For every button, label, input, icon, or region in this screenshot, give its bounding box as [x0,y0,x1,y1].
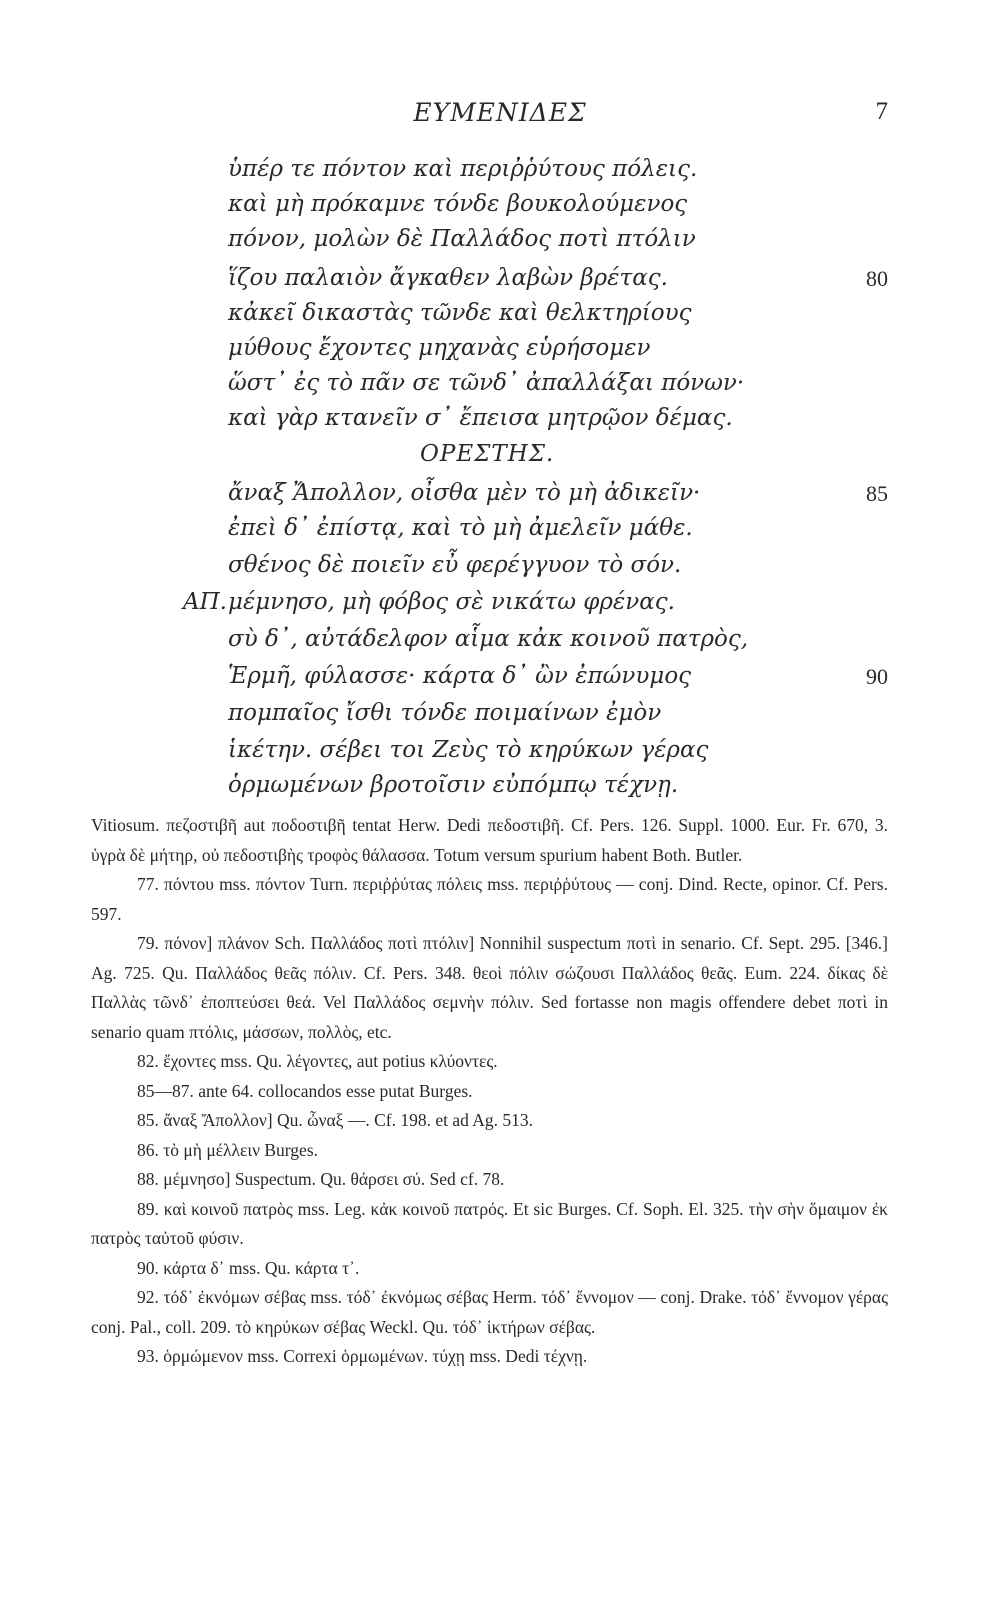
verse-line [0,222,1000,257]
verse-text: πόνον, μολὼν δὲ Παλλάδος ποτὶ πτόλιν [228,226,696,252]
verse-text: ἄναξ Ἄπολλον, οἶσθα μὲν τὸ μὴ ἀδικεῖν· [228,480,701,506]
verse-line [0,401,1000,436]
verse-text: μέμνησο, μὴ φόβος σὲ νικάτω φρένας. [228,589,675,615]
note: 85—87. ante 64. collocandos esse putat Burges. [137,1080,473,1101]
verse-line [0,187,1000,222]
verse-text: πομπαῖος ἴσθι τόνδε ποιμαίνων ἐμὸν [228,700,662,726]
note: Vitiosum. πεζοστιβῆ aut ποδοστιβῆ tentat Herw. Dedi πεδοστιβῆ. Cf. Pers. 126. Suppl. 1000. Eur. Fr. 670, 3. ὑγρὰ δὲ μήτηρ, οὐ πεδοστιβὴς τροφὸς θάλασσα. Totum versum spurium habent Both. Butler. [91,815,888,865]
note: 89. καὶ κοινοῦ πατρὸς mss. Leg. κἀκ κοινοῦ πατρός. Et sic Burges. Cf. Soph. El. 325. τὴν σὴν ὅμαιμον ἐκ πατρὸς ταὐτοῦ φύσιν. [91,1198,888,1248]
verse-line [0,296,1000,331]
verse-text: ὑπέρ τε πόντον καὶ περιῤῥύτους πόλεις. [228,156,698,182]
verse-line [0,331,1000,366]
verse-text: σθένος δὲ ποιεῖν εὖ φερέγγυον τὸ σόν. [228,552,682,578]
line-number: 85 [866,481,888,506]
verse-line [0,476,1000,511]
note: 82. ἔχοντες mss. Qu. λέγοντες, aut potius κλύοντες. [137,1051,498,1071]
verse-line [0,659,1000,694]
verse-text: ὁρμωμένων βροτοῖσιν εὐπόμπῳ τέχνῃ. [228,772,679,798]
verse-line [0,366,1000,401]
note: 90. κάρτα δ᾽ mss. Qu. κάρτα τ᾽. [137,1257,360,1278]
verse-line [0,733,1000,768]
note: 92. τόδ᾽ ἐκνόμων σέβας mss. τόδ᾽ ἐκνόμως σέβας Herm. τόδ᾽ ἔννομον — conj. Drake. τόδ᾽ ἔννομον γέρας conj. Pal., coll. 209. τὸ κηρύκων σέβας Weckl. Qu. τόδ᾽ ἱκτήρων σέβας. [91,1287,888,1337]
note: 88. μέμνησο] Suspectum. Qu. θάρσει σύ. Sed cf. 78. [137,1169,505,1189]
line-number: 80 [866,266,888,291]
verse-text: Ἑρμῆ, φύλασσε· κάρτα δ᾽ ὢν ἐπώνυμος [228,663,692,689]
verse-text: σὺ δ᾽, αὐτάδελφον αἷμα κἀκ κοινοῦ πατρὸς, [228,626,749,652]
line-number: 90 [866,664,888,689]
verse-text: ἱκέτην. σέβει τοι Ζεὺς τὸ κηρύκων γέρας [228,737,709,763]
verse-text: μύθους ἔχοντες μηχανὰς εὑρήσομεν [228,335,651,361]
verse-line [0,768,1000,803]
verse-line [0,261,1000,296]
page-number: 7 [875,98,888,125]
verse-text: κἀκεῖ δικαστὰς τῶνδε καὶ θελκτηρίους [228,300,692,326]
speaker-heading: ΟΡΕΣΤΗΣ. [420,441,555,467]
note: 85. ἄναξ Ἄπολλον] Qu. ὦναξ —. Cf. 198. et ad Ag. 513. [137,1110,534,1130]
verse-line [0,511,1000,546]
verse-text: καὶ γὰρ κτανεῖν σ᾽ ἔπεισα μητρῷον δέμας. [228,405,733,431]
speaker-label: ΑΠ. [183,589,227,615]
critical-notes [91,811,888,1372]
running-title: ΕΥΜΕΝΙΔΕΣ [413,98,587,127]
verse-line [0,548,1000,583]
verse-text: καὶ μὴ πρόκαμνε τόνδε βουκολούμενος [228,191,688,217]
note: 86. τὸ μὴ μέλλειν Burges. [137,1139,318,1160]
verse-line [0,622,1000,657]
verse-text: ἐπεὶ δ᾽ ἐπίστᾳ, καὶ τὸ μὴ ἀμελεῖν μάθε. [228,515,693,541]
verse-line [0,152,1000,187]
verse-line [0,585,1000,620]
note: 77. πόντου mss. πόντον Turn. περιῤῥύτας πόλεις mss. περιῤῥύτους — conj. Dind. Recte, opinor. Cf. Pers. 597. [91,874,888,924]
note: 79. πόνον] πλάνον Sch. Παλλάδος ποτὶ πτόλιν] Nonnihil suspectum ποτὶ in senario. Cf. Sept. 295. [346.] Ag. 725. Qu. Παλλάδος θεᾶς πόλιν. Cf. Pers. 348. θεοὶ πόλιν σώζουσι Παλλάδος θεᾶς. Eum. 224. δίκας δὲ Παλλὰς τῶνδ᾽ ἐποπτεύσει θεά. Vel Παλλάδος σεμνὴν πόλιν. Sed fortasse non magis offendere debet ποτὶ in senario quam πτόλις, μάσσων, πολλὸς, etc. [91,933,888,1042]
note: 93. ὁρμώμενον mss. Correxi ὁρμωμένων. τύχῃ mss. Dedi τέχνῃ. [137,1346,588,1366]
verse-line [0,696,1000,731]
verse-text: ἵζου παλαιὸν ἄγκαθεν λαβὼν βρέτας. [228,265,668,291]
verse-text: ὥστ᾽ ἐς τὸ πᾶν σε τῶνδ᾽ ἀπαλλάξαι πόνων· [228,370,745,396]
